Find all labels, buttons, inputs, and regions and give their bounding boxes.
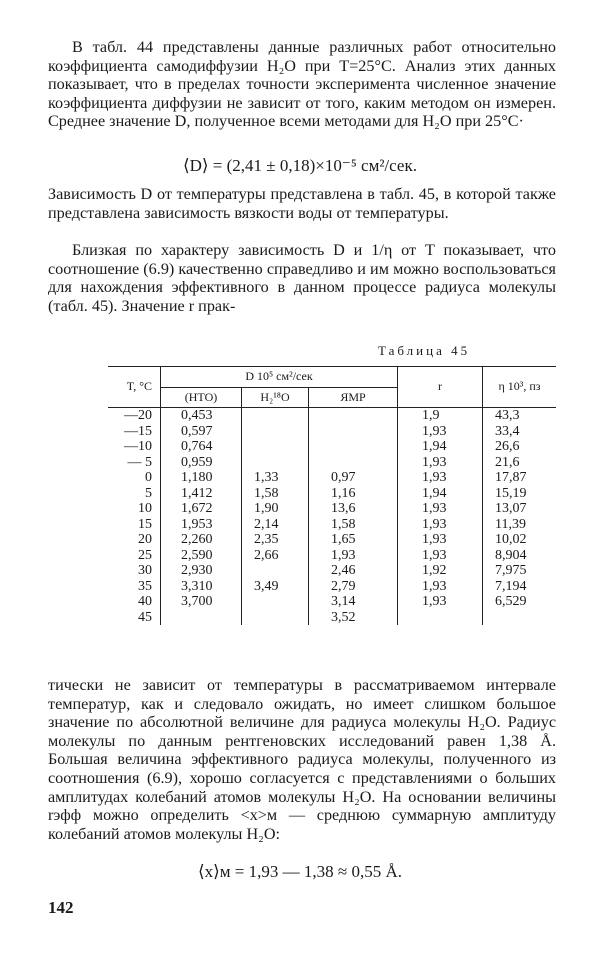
table-row [108, 532, 556, 548]
table-row [108, 486, 556, 502]
cell-h2o18 [242, 594, 309, 610]
cell-r: 1,93 [398, 424, 483, 440]
cell-r: 1,93 [398, 517, 483, 533]
cell-hto: 2,930 [161, 563, 242, 579]
header-diffusion-group: D 10⁵ см²/сек [161, 367, 398, 388]
table-row [108, 501, 556, 517]
cell-hto: 2,260 [161, 532, 242, 548]
cell-r: 1,92 [398, 563, 483, 579]
table-caption: Таблица 45 [378, 343, 471, 358]
cell-hto: 0,597 [161, 424, 242, 440]
cell-r: 1,93 [398, 532, 483, 548]
cell-h2o18: 1,33 [242, 470, 309, 486]
cell-hto [161, 610, 242, 626]
cell-h2o18: 3,49 [242, 579, 309, 595]
table-row [108, 548, 556, 564]
cell-t: 0 [145, 470, 152, 485]
table-row [108, 579, 556, 595]
cell-nmr: 1,65 [309, 532, 398, 548]
cell-hto: 3,310 [161, 579, 242, 595]
cell-nmr: 1,16 [309, 486, 398, 502]
cell-eta: 13,07 [483, 501, 557, 517]
cell-hto: 3,700 [161, 594, 242, 610]
cell-hto: 0,959 [161, 455, 242, 471]
cell-t: — 5 [127, 454, 152, 470]
cell-hto: 2,590 [161, 548, 242, 564]
cell-h2o18: 2,35 [242, 532, 309, 548]
cell-r: 1,93 [398, 470, 483, 486]
table-row [108, 517, 556, 533]
table-row [108, 563, 556, 579]
cell-h2o18 [242, 563, 309, 579]
cell-r: 1,93 [398, 501, 483, 517]
cell-t: 45 [138, 609, 152, 625]
data-table [108, 366, 556, 625]
table-row [108, 408, 556, 424]
cell-nmr: 0,97 [309, 470, 398, 486]
header-hto: (НТО) [161, 387, 242, 408]
cell-h2o18: 1,90 [242, 501, 309, 517]
header-temperature: T, °C [108, 367, 161, 408]
cell-h2o18 [242, 424, 309, 440]
cell-eta: 26,6 [483, 439, 557, 455]
cell-eta: 7,194 [483, 579, 557, 595]
cell-r: 1,9 [398, 408, 483, 424]
cell-nmr: 2,79 [309, 579, 398, 595]
cell-eta: 15,19 [483, 486, 557, 502]
cell-nmr: 1,93 [309, 548, 398, 564]
cell-h2o18 [242, 408, 309, 424]
cell-r: 1,93 [398, 579, 483, 595]
cell-nmr [309, 424, 398, 440]
cell-t: 30 [138, 563, 152, 578]
cell-nmr: 2,46 [309, 563, 398, 579]
table-row [108, 470, 556, 486]
cell-nmr [309, 439, 398, 455]
paragraph-radius-discussion: тически не зависит от температуры в рассматриваемом интервале температур, как и следовало ожидать, но имеет слишком большое значение по абсолютной величине для радиуса молекулы H₂O. Радиус молекулы по данным рентгеновских исследований равен 1,38 Å. Большая величина эффективного радиуса молекулы, полученного из соотношения (6.9), хорошо согласуется с представлениями о больших амплитудах колебаний атомов молекулы H₂O. На основании величины rэфф можно определить <x>м — среднюю суммарную амплитуду колебаний атомов молекулы H₂O: [48, 676, 556, 843]
table-body [108, 408, 556, 626]
cell-h2o18: 2,66 [242, 548, 309, 564]
cell-h2o18 [242, 455, 309, 471]
cell-t: 15 [138, 516, 152, 532]
cell-h2o18 [242, 439, 309, 455]
cell-nmr: 13,6 [309, 501, 398, 517]
cell-nmr [309, 408, 398, 424]
cell-r [398, 610, 483, 626]
cell-r: 1,93 [398, 594, 483, 610]
cell-t: —20 [124, 408, 152, 423]
cell-t: 10 [138, 501, 152, 516]
table-row [108, 455, 556, 471]
cell-nmr [309, 455, 398, 471]
cell-t: 40 [138, 594, 152, 609]
table-row [108, 610, 556, 626]
cell-t: 35 [138, 578, 152, 594]
cell-nmr: 3,14 [309, 594, 398, 610]
page-number: 142 [48, 898, 74, 917]
header-radius: r [398, 367, 483, 408]
cell-eta [483, 610, 557, 626]
cell-eta: 17,87 [483, 470, 557, 486]
table-row [108, 424, 556, 440]
cell-eta: 7,975 [483, 563, 557, 579]
cell-eta: 8,904 [483, 548, 557, 564]
cell-hto: 1,412 [161, 486, 242, 502]
cell-nmr: 1,58 [309, 517, 398, 533]
cell-eta: 6,529 [483, 594, 557, 610]
cell-t: —15 [124, 423, 152, 439]
cell-t: 25 [138, 547, 152, 563]
formula-amplitude: ⟨x⟩м = 1,93 — 1,38 ≈ 0,55 Å. [198, 862, 402, 881]
header-viscosity: η 10³, пз [483, 367, 557, 408]
cell-r: 1,94 [398, 439, 483, 455]
cell-hto: 0,453 [161, 408, 242, 424]
cell-eta: 33,4 [483, 424, 557, 440]
cell-hto: 1,953 [161, 517, 242, 533]
cell-hto: 0,764 [161, 439, 242, 455]
cell-eta: 11,39 [483, 517, 557, 533]
paragraph-radius-estimate: Близкая по характеру зависимость D и 1/η от T показывает, что соотношение (6.9) качественно справедливо и им можно воспользоваться для нахождения эффективного в данном процессе радиуса молекулы (табл. 45). Значение r прак- [48, 241, 556, 315]
paragraph-diffusion-intro: В табл. 44 представлены данные различных работ относительно коэффициента самодиффузии H₂O при T=25°С. Анализ этих данных показывает, что в пределах точности эксперимента численное значение коэффициента диффузии не зависит от того, каким методом он измерен. Среднее значение D, полученное всеми методами для H₂O при 25°С· [48, 38, 556, 131]
cell-eta: 10,02 [483, 532, 557, 548]
cell-h2o18 [242, 610, 309, 626]
formula-mean-diffusion: ⟨D⟩ = (2,41 ± 0,18)×10⁻⁵ см²/сек. [183, 156, 417, 175]
cell-t: 5 [145, 485, 152, 501]
cell-r: 1,93 [398, 455, 483, 471]
header-h2o18: H₂¹⁸O [242, 387, 309, 408]
cell-eta: 43,3 [483, 408, 557, 424]
cell-h2o18: 2,14 [242, 517, 309, 533]
cell-hto: 1,672 [161, 501, 242, 517]
paragraph-temperature-dependence: Зависимость D от температуры представлена в табл. 45, в которой также представлена зависимость вязкости воды от температуры. [48, 185, 556, 222]
table-row [108, 439, 556, 455]
cell-t: —10 [124, 439, 152, 454]
cell-r: 1,94 [398, 486, 483, 502]
cell-r: 1,93 [398, 548, 483, 564]
header-nmr: ЯМР [309, 387, 398, 408]
cell-hto: 1,180 [161, 470, 242, 486]
table-row [108, 594, 556, 610]
cell-nmr: 3,52 [309, 610, 398, 626]
cell-t: 20 [138, 532, 152, 547]
cell-eta: 21,6 [483, 455, 557, 471]
cell-h2o18: 1,58 [242, 486, 309, 502]
